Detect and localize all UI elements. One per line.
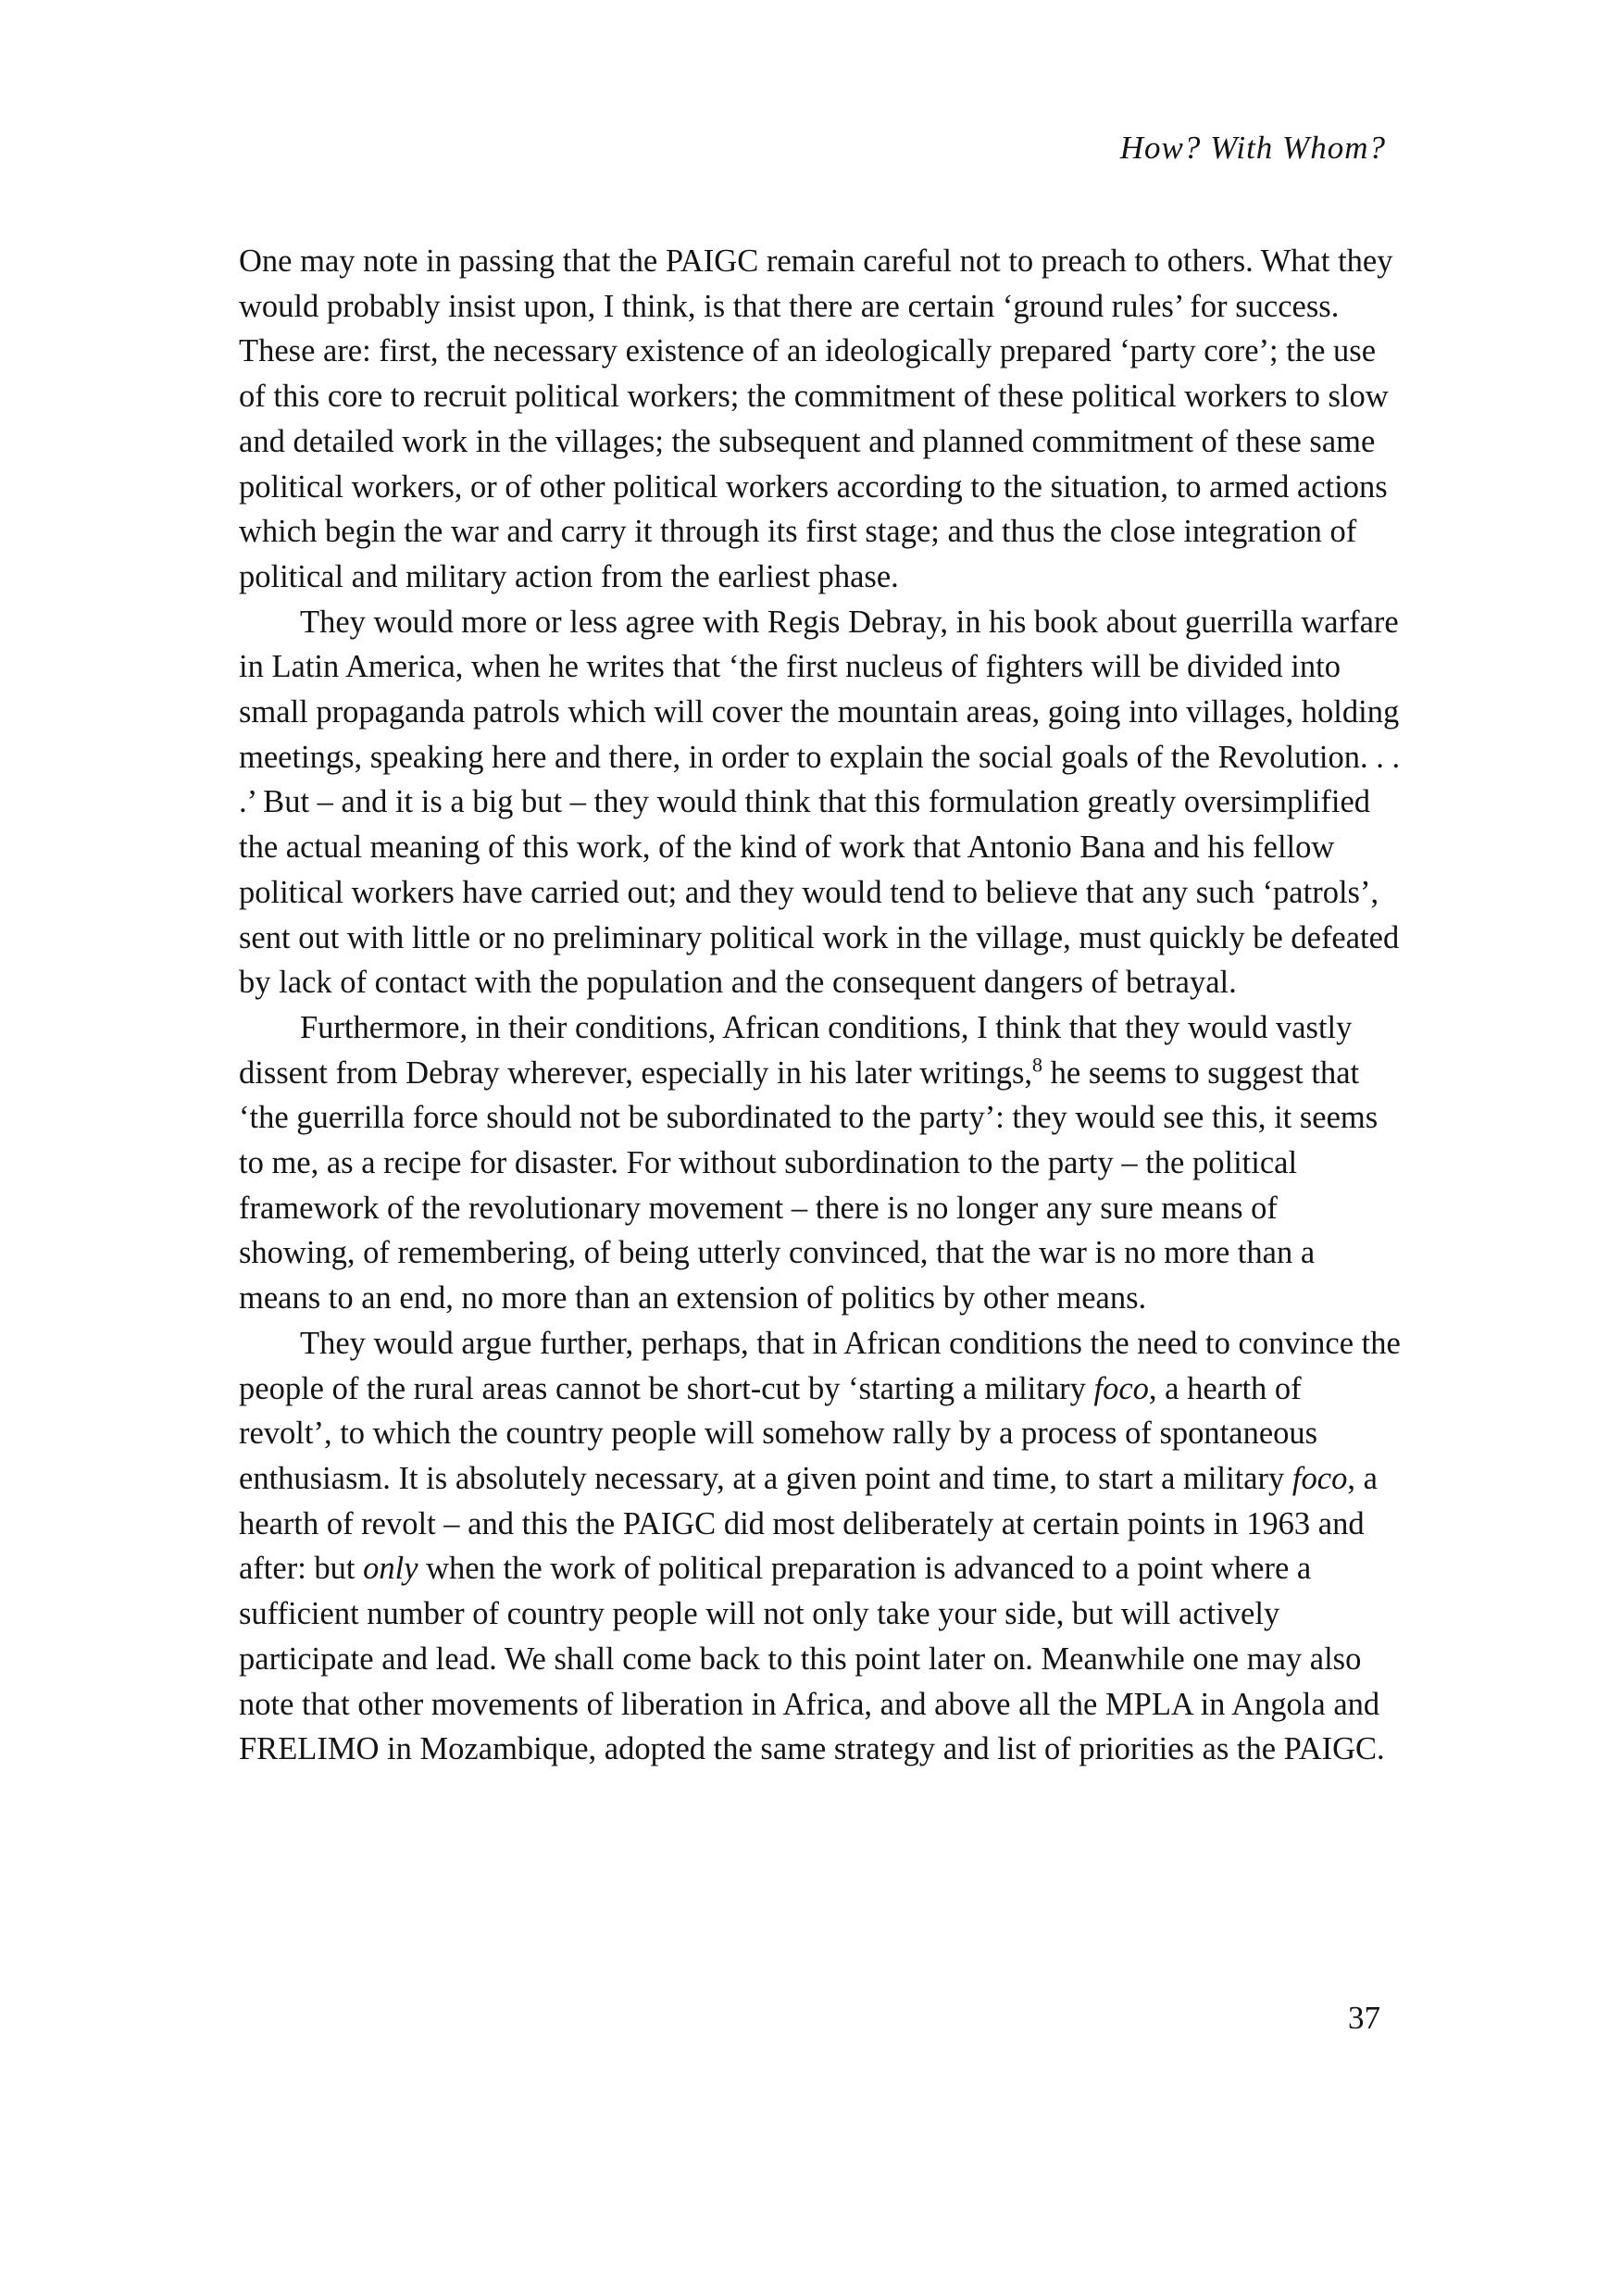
footnote-marker: 8	[1032, 1053, 1043, 1077]
text-segment: he seems to suggest that ‘the guerrilla force should not be subordinated to the party’: they would see this, it seems to me, as a recipe for disaster. For without subordination to the party – the political framework of the revolutionary movement – there is no longer any sure means of showing, of remembering, of being utterly convinced, that the war is no more than a means to an end, no more than an extension of politics by other means.	[239, 1054, 1379, 1316]
italic-term: foco	[1291, 1460, 1348, 1496]
text-segment: , a hearth of revolt’, to which the country people will somehow rally by a process of spontaneous enthusiasm. It is absolutely necessary, at a given point and time, to start a military	[239, 1370, 1318, 1496]
paragraph-3	[239, 1005, 1401, 1321]
running-head: How? With Whom?	[1119, 130, 1386, 166]
paragraph-4	[239, 1321, 1401, 1772]
body-text	[239, 239, 1401, 1772]
text-segment: , a hearth of revolt – and this the PAIGC did most deliberately at certain points in 1963 and after: but	[239, 1460, 1378, 1587]
text-segment: They would argue further, perhaps, that in African conditions the need to convince the people of the rural areas cannot be short-cut by ‘starting a military	[239, 1325, 1401, 1406]
text-segment: Furthermore, in their conditions, African conditions, I think that they would vastly dissent from Debray wherever, especially in his later writings,	[239, 1009, 1353, 1091]
page-number: 37	[1348, 2000, 1380, 2036]
italic-term: only	[363, 1551, 418, 1587]
text-segment: They would more or less agree with Regis Debray, in his book about guerrilla warfare in Latin America, when he writes that ‘the first nucleus of fighters will be divided into small propaganda patrols which will cover the mountain areas, going into villages, holding meetings, speaking here and there, in order to explain the social goals of the Revolution. . . .’ But – and it is a big but – they would think that this formulation greatly oversimplified the actual meaning of this work, of the kind of work that Antonio Bana and his fellow political workers have carried out; and they would tend to believe that any such ‘patrols’, sent out with little or no preliminary political work in the village, must quickly be defeated by lack of contact with the population and the consequent dangers of betrayal.	[239, 604, 1401, 1001]
text-segment: One may note in passing that the PAIGC remain careful not to preach to others. What they would probably insist upon, I think, is that there are certain ‘ground rules’ for success. These are: first, the necessary existence of an ideologically prepared ‘party core’; the use of this core to recruit political workers; the commitment of these political workers to slow and detailed work in the villages; the subsequent and planned commitment of these same political workers, or of other political workers according to the situation, to armed actions which begin the war and carry it through its first stage; and thus the close integration of political and military action from the earliest phase.	[239, 243, 1393, 594]
text-segment: when the work of political preparation is advanced to a point where a sufficient number of country people will not only take your side, but will actively participate and lead. We shall come back to this point later on. Meanwhile one may also note that other movements of liberation in Africa, and above all the MPLA in Angola and FRELIMO in Mozambique, adopted the same strategy and list of priorities as the PAIGC.	[239, 1551, 1385, 1767]
paragraph-1	[239, 239, 1401, 600]
paragraph-2	[239, 600, 1401, 1005]
italic-term: foco	[1093, 1370, 1149, 1406]
